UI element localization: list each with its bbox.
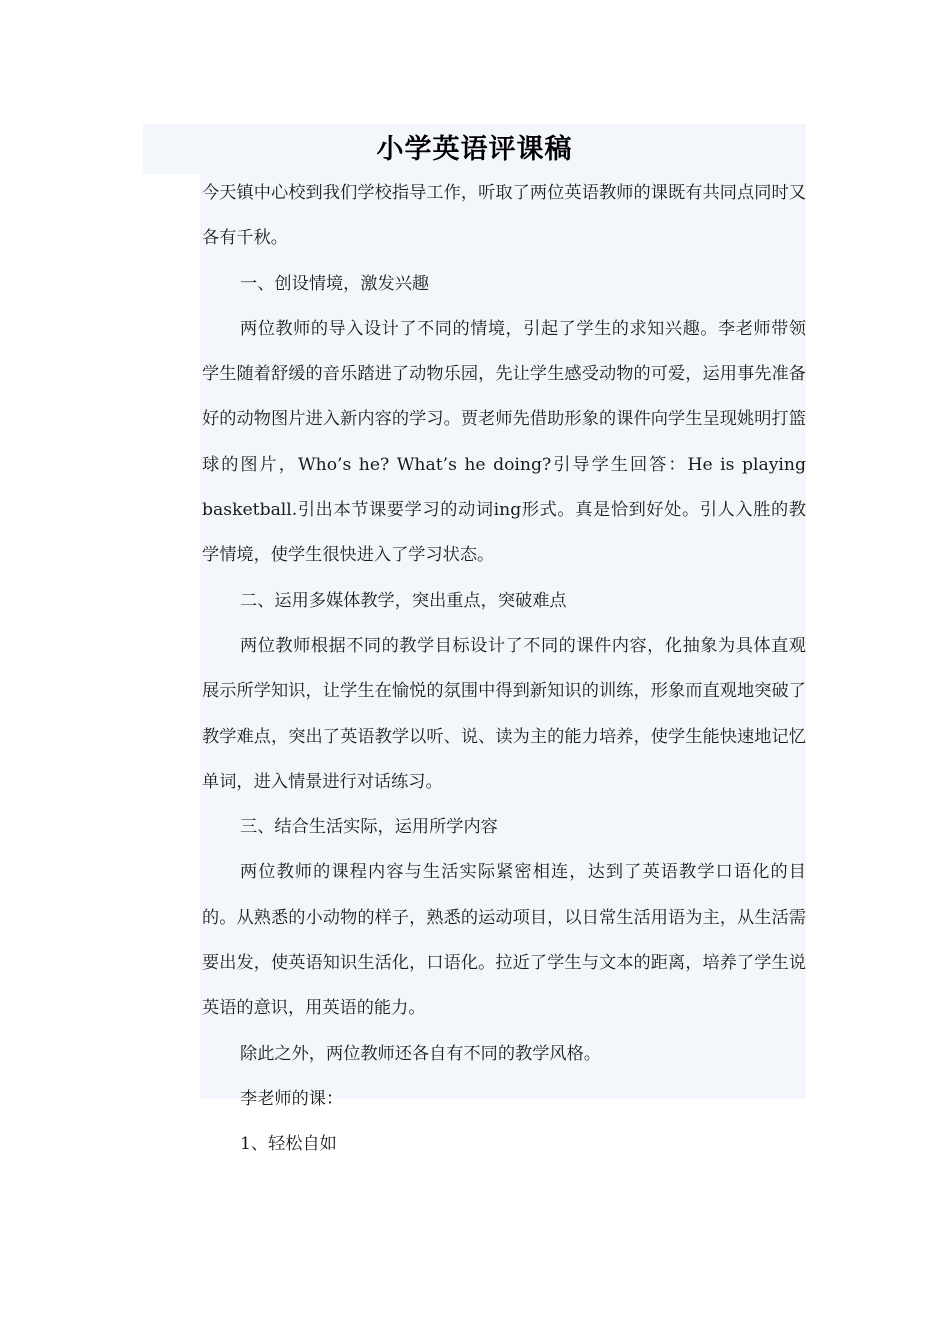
document-title: 小学英语评课稿 (376, 134, 573, 165)
paragraph-intro: 今天镇中心校到我们学校指导工作，听取了两位英语教师的课既有共同点同时又各有千秋。 (202, 183, 806, 249)
section-heading-1: 一、创设情境，激发兴趣 (240, 273, 430, 294)
list-item-1: 1、轻松自如 (240, 1134, 337, 1155)
section-heading-2: 二、运用多媒体教学，突出重点，突破难点 (240, 590, 567, 611)
paragraph-section-2: 两位教师根据不同的教学目标设计了不同的课件内容，化抽象为具体直观展示所学知识，让学生在愉悦的氛围中得到新知识的训练，形象而直观地突破了教学难点，突出了英语教学以听、说、读为主的能力培养，使学生能快速地记忆单词，进入情景进行对话练习。 (202, 635, 806, 792)
section-heading-3: 三、结合生活实际，运用所学内容 (240, 817, 498, 838)
subheading-teacher-li: 李老师的课： (240, 1088, 344, 1109)
paragraph-styles-intro: 除此之外，两位教师还各自有不同的教学风格。 (240, 1043, 601, 1064)
paragraph-section-1: 两位教师的导入设计了不同的情境，引起了学生的求知兴趣。李老师带领学生随着舒缓的音乐踏进了动物乐园，先让学生感受动物的可爱，运用事先准备好的动物图片进入新内容的学习。贾老师先借助形象的课件向学生呈现姚明打篮球的图片，Who’s he? What’s he doing?引导学生回答：He is playing basketball.引出本节课要学习的动词ing形式。真是恰到好处。引人入胜的教学情境，使学生很快进入了学习状态。 (202, 318, 806, 566)
paragraph-section-3: 两位教师的课程内容与生活实际紧密相连，达到了英语教学口语化的目的。从熟悉的小动物的样子，熟悉的运动项目，以日常生活用语为主，从生活需要出发，使英语知识生活化，口语化。拉近了学生与文本的距离，培养了学生说英语的意识，用英语的能力。 (202, 862, 806, 1019)
document-body (202, 171, 806, 1168)
